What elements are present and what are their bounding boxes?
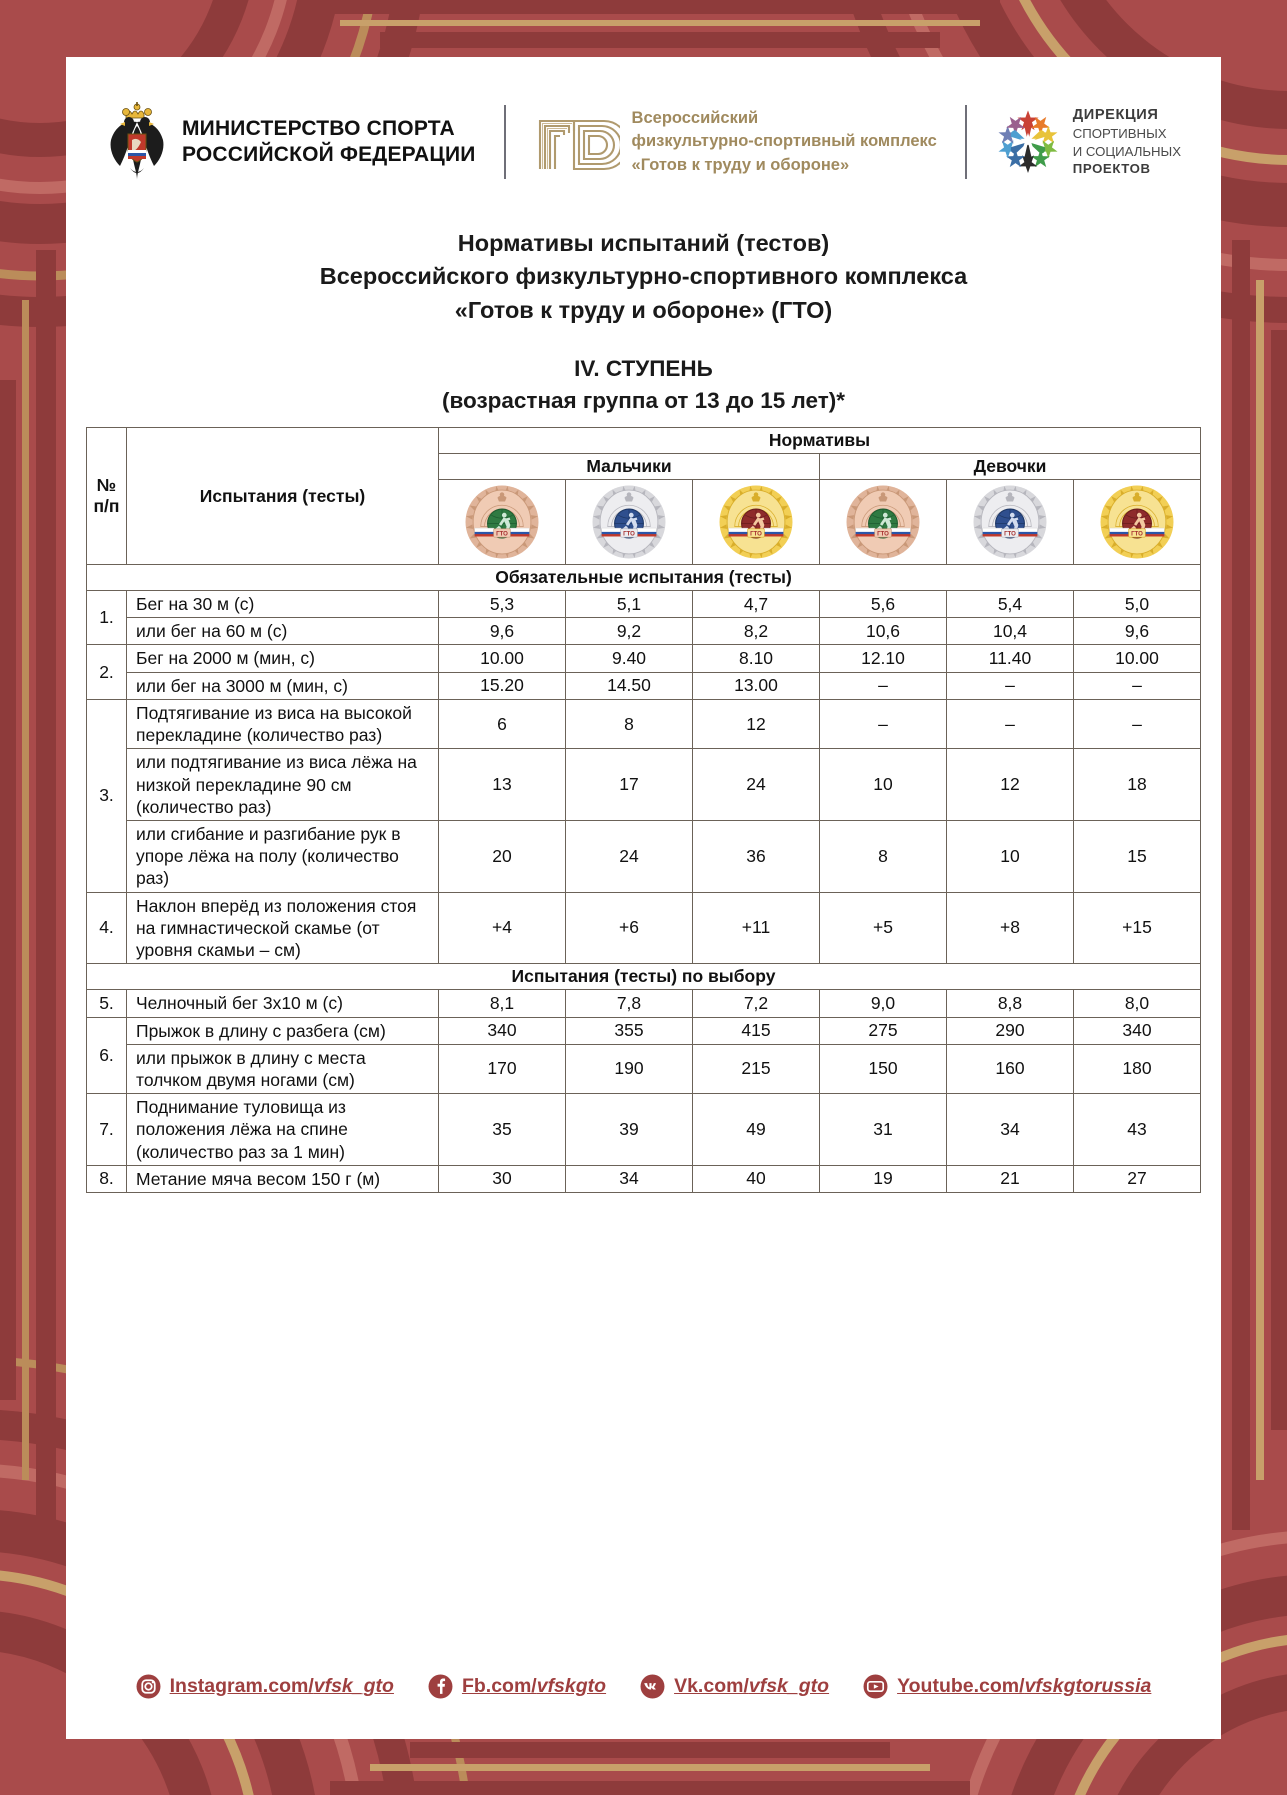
row-value-0: 9,6	[439, 618, 566, 645]
svg-text:ГТО: ГТО	[623, 530, 635, 538]
row-value-1: 24	[566, 820, 693, 892]
table-row	[87, 892, 1201, 964]
row-value-0: 30	[439, 1165, 566, 1192]
row-value-5: –	[1074, 672, 1201, 699]
row-value-1: 355	[566, 1017, 693, 1044]
gto-complex-logo	[534, 107, 937, 177]
row-value-4: 10	[947, 820, 1074, 892]
row-value-3: 8	[820, 820, 947, 892]
row-value-4: +8	[947, 892, 1074, 964]
document-header	[66, 87, 1221, 197]
badge-cell-bronze	[820, 480, 947, 565]
stage-line-1: IV. СТУПЕНЬ	[574, 356, 713, 381]
table-row	[87, 1044, 1201, 1093]
gold-badge-girls	[1099, 484, 1175, 560]
row-value-2: 7,2	[693, 990, 820, 1017]
bronze-badge-girls	[845, 484, 921, 560]
row-value-2: 49	[693, 1094, 820, 1166]
header-num-line2: п/п	[93, 496, 120, 516]
row-value-2: 12	[693, 699, 820, 748]
table-row	[87, 1094, 1201, 1166]
row-value-4: 34	[947, 1094, 1074, 1166]
row-value-2: 24	[693, 749, 820, 821]
document-page	[66, 57, 1221, 1739]
row-value-1: 17	[566, 749, 693, 821]
svg-text:ГТО: ГТО	[1004, 530, 1016, 538]
row-number: 1.	[87, 591, 127, 645]
row-test-name: Бег на 2000 м (мин, с)	[127, 645, 439, 672]
row-value-1: 9.40	[566, 645, 693, 672]
standards-table	[86, 427, 1201, 1193]
header-cell-girls: Девочки	[820, 454, 1201, 480]
social-link-youtube[interactable]	[863, 1674, 1151, 1699]
title-line-2: Всероссийского физкультурно-спортивного комплекса	[319, 263, 968, 290]
row-test-name: или бег на 3000 м (мин, с)	[127, 672, 439, 699]
social-handle: vfsk_gto	[313, 1675, 394, 1697]
directorate-line-2: СПОРТИВНЫХ	[1072, 126, 1167, 142]
row-number: 7.	[87, 1094, 127, 1166]
table-header-row-1	[87, 428, 1201, 454]
social-link-vk[interactable]	[640, 1674, 829, 1699]
row-test-name: Подтягивание из виса на высокой перекладине (количество раз)	[127, 699, 439, 748]
header-cell-test: Испытания (тесты)	[127, 428, 439, 565]
row-number: 5.	[87, 990, 127, 1017]
ministry-name	[182, 116, 476, 167]
row-value-1: +6	[566, 892, 693, 964]
svg-text:ГТО: ГТО	[750, 530, 762, 538]
row-value-5: 27	[1074, 1165, 1201, 1192]
row-value-3: 9,0	[820, 990, 947, 1017]
row-value-3: 5,6	[820, 591, 947, 618]
row-value-1: 8	[566, 699, 693, 748]
row-value-4: 12	[947, 749, 1074, 821]
directorate-name	[1073, 106, 1181, 178]
social-links-footer	[66, 1674, 1221, 1699]
row-value-0: 340	[439, 1017, 566, 1044]
silver-badge-girls	[972, 484, 1048, 560]
row-value-5: 8,0	[1074, 990, 1201, 1017]
facebook-icon	[428, 1674, 453, 1699]
social-domain: Fb.com/	[461, 1675, 537, 1697]
row-test-name: Поднимание туловища из положения лёжа на спине (количество раз за 1 мин)	[127, 1094, 439, 1166]
row-value-1: 34	[566, 1165, 693, 1192]
row-value-3: 10,6	[820, 618, 947, 645]
row-value-2: 40	[693, 1165, 820, 1192]
row-value-2: 13.00	[693, 672, 820, 699]
row-value-5: 10.00	[1074, 645, 1201, 672]
section-header-optional	[87, 964, 1201, 990]
row-value-4: 21	[947, 1165, 1074, 1192]
row-value-0: 13	[439, 749, 566, 821]
header-divider-1	[504, 105, 506, 179]
badge-cell-bronze	[439, 480, 566, 565]
row-value-4: 8,8	[947, 990, 1074, 1017]
row-value-3: 275	[820, 1017, 947, 1044]
gto-line-1: Всероссийский	[631, 108, 759, 127]
row-value-4: –	[947, 699, 1074, 748]
row-value-0: +4	[439, 892, 566, 964]
stage-subtitle	[66, 353, 1221, 417]
row-value-3: –	[820, 699, 947, 748]
ministry-line-2: РОССИЙСКОЙ ФЕДЕРАЦИИ	[181, 143, 476, 166]
youtube-icon	[863, 1674, 888, 1699]
row-test-name: или бег на 60 м (с)	[127, 618, 439, 645]
table-row	[87, 672, 1201, 699]
social-link-text	[897, 1675, 1151, 1698]
row-value-4: 10,4	[947, 618, 1074, 645]
social-handle: vfskgto	[536, 1675, 607, 1697]
title-line-3: «Готов к труду и обороне» (ГТО)	[454, 296, 833, 323]
row-value-0: 170	[439, 1044, 566, 1093]
row-value-0: 6	[439, 699, 566, 748]
section-header-mandatory	[87, 565, 1201, 591]
social-handle: vfsk_gto	[748, 1675, 830, 1697]
ministry-line-1: МИНИСТЕРСТВО СПОРТА	[181, 117, 455, 141]
row-value-3: 31	[820, 1094, 947, 1166]
header-cell-norms: Нормативы	[439, 428, 1201, 454]
row-number: 2.	[87, 645, 127, 699]
row-value-3: 12.10	[820, 645, 947, 672]
row-value-4: –	[947, 672, 1074, 699]
directorate-line-3: И СОЦИАЛЬНЫХ	[1072, 143, 1182, 159]
row-value-1: 7,8	[566, 990, 693, 1017]
social-handle: vfskgtorussia	[1024, 1675, 1152, 1697]
page-title	[66, 227, 1221, 327]
row-value-4: 5,4	[947, 591, 1074, 618]
row-test-name: Челночный бег 3х10 м (с)	[127, 990, 439, 1017]
row-value-2: +11	[693, 892, 820, 964]
table-row	[87, 591, 1201, 618]
badge-cell-silver	[947, 480, 1074, 565]
badge-cell-gold	[1074, 480, 1201, 565]
row-value-0: 15.20	[439, 672, 566, 699]
section-label-mandatory: Обязательные испытания (тесты)	[87, 565, 1201, 591]
row-value-2: 415	[693, 1017, 820, 1044]
row-value-5: –	[1074, 699, 1201, 748]
directorate-logo	[995, 106, 1181, 178]
social-domain: Vk.com/	[674, 1675, 749, 1697]
social-link-instagram[interactable]	[136, 1674, 394, 1699]
row-test-name: или прыжок в длину с места толчком двумя ногами (см)	[127, 1044, 439, 1093]
social-link-text	[170, 1675, 394, 1698]
row-value-3: 150	[820, 1044, 947, 1093]
table-row	[87, 618, 1201, 645]
row-number: 8.	[87, 1165, 127, 1192]
social-domain: Youtube.com/	[897, 1675, 1025, 1697]
stage-line-2: (возрастная группа от 13 до 15 лет)*	[442, 387, 845, 413]
row-value-2: 8,2	[693, 618, 820, 645]
table-row	[87, 645, 1201, 672]
header-cell-number	[87, 428, 127, 565]
badge-cell-silver	[566, 480, 693, 565]
section-label-optional: Испытания (тесты) по выбору	[87, 964, 1201, 990]
row-value-2: 215	[693, 1044, 820, 1093]
row-value-5: 15	[1074, 820, 1201, 892]
multicolor-star-burst-icon	[995, 109, 1061, 175]
table-row	[87, 749, 1201, 821]
table-row	[87, 990, 1201, 1017]
row-value-1: 5,1	[566, 591, 693, 618]
row-value-0: 5,3	[439, 591, 566, 618]
row-value-0: 8,1	[439, 990, 566, 1017]
row-value-0: 35	[439, 1094, 566, 1166]
row-value-1: 9,2	[566, 618, 693, 645]
table-row	[87, 1165, 1201, 1192]
social-link-text	[674, 1675, 829, 1698]
row-value-2: 8.10	[693, 645, 820, 672]
row-value-2: 4,7	[693, 591, 820, 618]
vk-icon	[640, 1674, 665, 1699]
silver-badge-boys	[591, 484, 667, 560]
row-value-0: 20	[439, 820, 566, 892]
table-row	[87, 820, 1201, 892]
header-cell-boys: Мальчики	[439, 454, 820, 480]
row-test-name: или подтягивание из виса лёжа на низкой перекладине 90 см (количество раз)	[127, 749, 439, 821]
ministry-of-sport-logo	[106, 102, 476, 182]
row-value-4: 160	[947, 1044, 1074, 1093]
instagram-icon	[136, 1674, 161, 1699]
row-value-1: 39	[566, 1094, 693, 1166]
row-number: 6.	[87, 1017, 127, 1094]
table-row	[87, 1017, 1201, 1044]
row-value-5: +15	[1074, 892, 1201, 964]
row-value-1: 190	[566, 1044, 693, 1093]
row-value-3: 10	[820, 749, 947, 821]
header-num-line1: №	[96, 475, 117, 495]
header-divider-2	[965, 105, 967, 179]
row-value-5: 18	[1074, 749, 1201, 821]
russian-coat-of-arms-icon	[106, 102, 168, 182]
row-test-name: Наклон вперёд из положения стоя на гимнастической скамье (от уровня скамьи – см)	[127, 892, 439, 964]
social-link-facebook[interactable]	[428, 1674, 606, 1699]
row-test-name: Прыжок в длину с разбега (см)	[127, 1017, 439, 1044]
row-test-name: Бег на 30 м (с)	[127, 591, 439, 618]
svg-text:ГТО: ГТО	[877, 530, 889, 538]
directorate-line-1: ДИРЕКЦИЯ	[1072, 107, 1159, 124]
row-test-name: или сгибание и разгибание рук в упоре лёжа на полу (количество раз)	[127, 820, 439, 892]
row-value-5: 5,0	[1074, 591, 1201, 618]
row-value-5: 43	[1074, 1094, 1201, 1166]
gold-badge-boys	[718, 484, 794, 560]
title-line-1: Нормативы испытаний (тестов)	[457, 230, 830, 256]
table-row	[87, 699, 1201, 748]
row-value-2: 36	[693, 820, 820, 892]
gto-line-2: физкультурно-спортивный комплекс	[631, 132, 937, 151]
row-value-5: 9,6	[1074, 618, 1201, 645]
gto-complex-name	[632, 107, 937, 177]
row-value-3: +5	[820, 892, 947, 964]
row-value-3: 19	[820, 1165, 947, 1192]
row-test-name: Метание мяча весом 150 г (м)	[127, 1165, 439, 1192]
row-value-4: 290	[947, 1017, 1074, 1044]
row-number: 4.	[87, 892, 127, 964]
row-value-5: 180	[1074, 1044, 1201, 1093]
gto-logo-icon	[534, 111, 620, 173]
social-domain: Instagram.com/	[169, 1675, 314, 1697]
row-value-5: 340	[1074, 1017, 1201, 1044]
social-link-text	[462, 1675, 606, 1698]
gto-line-3: «Готов к труду и обороне»	[631, 155, 850, 174]
row-number: 3.	[87, 699, 127, 892]
row-value-3: –	[820, 672, 947, 699]
svg-text:ГТО: ГТО	[1131, 530, 1143, 538]
row-value-4: 11.40	[947, 645, 1074, 672]
directorate-line-4: ПРОЕКТОВ	[1072, 161, 1151, 177]
row-value-1: 14.50	[566, 672, 693, 699]
svg-text:ГТО: ГТО	[496, 530, 508, 538]
badge-cell-gold	[693, 480, 820, 565]
row-value-0: 10.00	[439, 645, 566, 672]
bronze-badge-boys	[464, 484, 540, 560]
